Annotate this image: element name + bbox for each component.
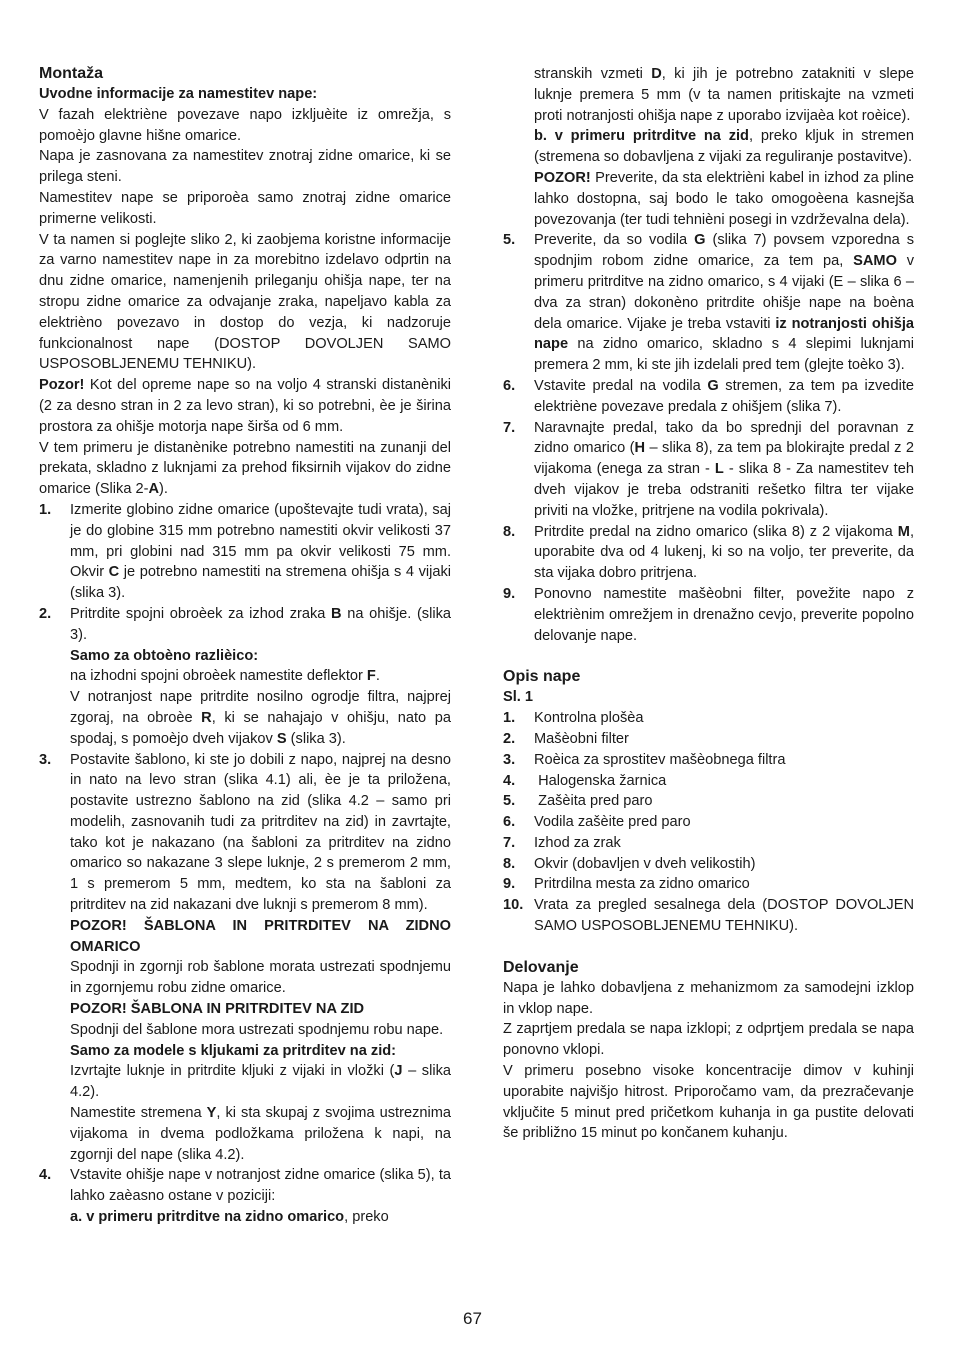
ref-letter: F xyxy=(366,668,376,685)
list-item-text: Okvir (dobavljen v dveh velikostih) xyxy=(534,855,756,872)
step-number: 9. xyxy=(503,585,516,602)
text-run: je potrebno namestiti na stremena ohišja s 4 vijaki (slika 3). xyxy=(70,564,452,602)
text-run: – slika 4.2). xyxy=(70,1063,451,1101)
list-item-number: 9. xyxy=(503,876,516,893)
section-title-opis-nape: Opis nape xyxy=(503,668,581,686)
step-text xyxy=(70,666,451,687)
operation-paragraph: V primeru posebno visoke koncentracije dimov v kuhinji uporabite najvišjo hitrost. Priporočamo vam, da prezračevanje vključite 5 minut pred pričetkom kuhanja in ga pustite delovati še približno 15 minut po končanem kuhanju. xyxy=(503,1063,914,1142)
text-run: , preko xyxy=(344,1209,389,1226)
parts-list xyxy=(503,708,919,937)
warning-heading: POZOR! ŠABLONA IN PRITRDITEV NA ZID xyxy=(70,1001,365,1018)
text-run: stremen, za tem pa izvedite elektriène povezave predala z ohišjem (slika 7). xyxy=(534,377,914,415)
step-number: 6. xyxy=(503,377,516,394)
step-number: 3. xyxy=(39,751,52,768)
text-run: Namestite stremena xyxy=(70,1105,207,1122)
operation-paragraph: Z zaprtjem predala se napa izklopi; z odprtjem predala se napa ponovno vklopi. xyxy=(503,1021,914,1059)
section-title-delovanje: Delovanje xyxy=(503,958,579,976)
emphasis: SAMO xyxy=(853,253,897,270)
list-item-text: Pritrdilna mesta za zidno omarico xyxy=(534,876,750,893)
text-run: , ki jih je potrebno zatakniti v slepe luknje premera 5 mm (v ta namen pritiskajte na vzmeti proti notranjosti ohišja nape z uporabo izvijaèa kot roèice). xyxy=(534,66,914,124)
intro-paragraph: Namestitev nape se priporoèa samo znotraj zidne omarice primerne velikosti. xyxy=(39,189,451,227)
list-item-text: Roèica za sprostitev mašèobnega filtra xyxy=(534,751,786,768)
step-number: 7. xyxy=(503,419,516,436)
emphasis: iz notranjosti ohišja nape xyxy=(534,315,914,353)
intro-subtitle: Uvodne informacije za namestitev nape: xyxy=(39,86,318,102)
ref-letter: R xyxy=(201,709,212,726)
step-number: 5. xyxy=(503,232,516,249)
list-item-number: 5. xyxy=(503,793,516,810)
step-text xyxy=(534,64,914,126)
step-4 xyxy=(39,1165,451,1227)
list-item-number: 1. xyxy=(503,710,516,727)
list-item-text: Mašèobni filter xyxy=(534,730,629,747)
step-text xyxy=(70,604,451,646)
page-number: 67 xyxy=(463,1309,482,1328)
step-text: Vstavite ohišje nape v notranjost zidne omarice (slika 5), ta lahko zaèasno ostane v poziciji: xyxy=(70,1167,451,1205)
list-item xyxy=(503,895,919,937)
text-run: na zidno omarico, skladno s 4 slepimi luknjami premera 2 mm, ki ste jih izdelali pred tem (glejte toèko 3). xyxy=(534,336,914,374)
list-item-number: 2. xyxy=(503,730,516,747)
list-item xyxy=(503,750,914,771)
warning-label: POZOR! xyxy=(534,169,591,186)
intro-paragraph: Napa je zasnovana za namestitev znotraj zidne omarice, ki se prilega steni. xyxy=(39,148,451,186)
figure-ref: Sl. 1 xyxy=(503,689,534,706)
step-text xyxy=(534,126,914,168)
step-text xyxy=(70,1061,451,1103)
option-label: a. v primeru pritrditve na zidno omarico xyxy=(70,1209,345,1226)
text-run: (slika 3). xyxy=(286,730,346,747)
text-run: (slika 7) povsem vzporedna s spodnjim robom zidne omarice, za tem pa, xyxy=(534,232,914,270)
list-item xyxy=(503,791,914,812)
section-title-montaza: Montaža xyxy=(39,65,103,82)
text-run: – slika 8), za tem pa blokirajte predal z 2 vijakoma (enega za stran - xyxy=(534,440,915,478)
text-run: - slika 8 - Za namestitev teh dveh vijakov je treba odstraniti rešetko filtra ter vijake priviti na vložke, pritrjene na vodila pokrivala). xyxy=(534,461,914,519)
operation-paragraph: Napa je lahko dobavljena z mehanizmom za samodejni izklop in vklop nape. xyxy=(503,979,914,1017)
list-item xyxy=(503,812,914,833)
list-item-number: 4. xyxy=(503,772,516,789)
list-item xyxy=(503,854,914,875)
step-text: Spodnji del šablone mora ustrezati spodnjemu robu nape. xyxy=(70,1021,444,1038)
list-item xyxy=(503,729,914,750)
text-run: Preverite, da so vodila xyxy=(534,232,695,249)
text-run: stranskih vzmeti xyxy=(534,66,652,82)
text-run: V notranjost nape pritrdite nosilno ogrodje filtra, najprej zgoraj, na obroèe xyxy=(70,689,451,726)
step-5 xyxy=(503,230,914,376)
list-item-number: 10. xyxy=(503,897,524,914)
step-2 xyxy=(39,604,451,750)
list-item-number: 3. xyxy=(503,751,516,768)
list-item-text: Zašèita pred paro xyxy=(534,793,653,810)
step-6 xyxy=(503,376,914,418)
text-run: , preko kljuk in stremen (stremena so dobavljena z vijaki za reguliranje postavitve). xyxy=(534,128,914,166)
list-item-number: 8. xyxy=(503,855,516,872)
ref-letter: S xyxy=(276,730,287,747)
list-item-text: Izhod za zrak xyxy=(534,834,621,851)
step-text xyxy=(534,168,914,230)
step-number: 4. xyxy=(39,1167,52,1184)
warning-text: Kot del opreme nape so na voljo 4 stranski distanèniki (2 za desno stran in 2 za levo stran), ki so potrebni, èe je širina prostora za ohišje motorja nape širša od 6 mm. xyxy=(39,377,451,435)
step-7 xyxy=(503,418,914,522)
step-number: 8. xyxy=(503,523,516,540)
ref-letter: H xyxy=(634,440,646,457)
ref-letter: C xyxy=(108,564,120,581)
text-run: Vstavite predal na vodila xyxy=(534,377,708,394)
step-text xyxy=(70,1103,451,1165)
step-subtitle: Samo za modele s kljukami za pritrditev na zid: xyxy=(70,1042,397,1059)
step-text xyxy=(70,1207,451,1228)
option-label: b. v primeru pritrditve na zid xyxy=(534,128,749,145)
text-run: na ohišje. (slika 3). xyxy=(70,605,451,643)
step-number: 2. xyxy=(39,605,52,622)
left-column xyxy=(39,64,451,1228)
step-4-continued xyxy=(503,64,914,230)
warning-label: Pozor! xyxy=(39,377,85,394)
intro-paragraph: V fazah elektriène povezave napo izkljuèite iz omrežja, s pomoèjo glavne hišne omarice. xyxy=(39,106,451,144)
ref-letter: J xyxy=(394,1063,403,1080)
intro-paragraph: V ta namen si poglejte sliko 2, ki zaobjema koristne informacije za varno namestitev nape in za morebitno izdelavo odprtin na dnu zidne omarice, namenjenih prileganju ohišja nape, ter na stropu zidne omarice za odvajanje zraka, napeljavo kabla za elektrièno povezavo in dostop do vezja, ki nadzoruje funkcionalnost nape (DOSTOP DOVOLJEN SAMO USPOSOBLJENEMU TEHNIKU). xyxy=(39,231,451,373)
text-run: na izhodni spojni obroèek namestite deflektor xyxy=(70,668,367,685)
ref-letter: Y xyxy=(206,1105,217,1122)
list-item-number: 7. xyxy=(503,834,516,851)
ref-letter: B xyxy=(331,605,342,622)
text-run: , uporabite dva od 4 lukenj, ki so na voljo, ter preverite, da sta vijaka dobro pritrjena. xyxy=(534,523,914,582)
ref-letter: D xyxy=(651,66,662,82)
warning-paragraph xyxy=(39,375,451,437)
list-item-text: Vodila zašèite pred paro xyxy=(534,814,691,831)
text-run: V tem primeru je distanènike potrebno namestiti na zunanji del prekata, skladno z luknjami za prehod fiksirnih vijakov do zidne omarice (Slika 2- xyxy=(39,439,451,498)
step-text: Postavite šablono, ki ste jo dobili z napo, najprej na desno in nato na levo stran (slika 4.1) ali, èe je ta priložena, postavite ustrezno šablono na zid (slika 4.2 – samo pri modelih, zasnovanih tudi za pritrditev na zid) in zavrtajte, tako kot je nakazano (na šabloni za pritrditev na zidno omarico so nakazane 3 slepe luknje, 2 s premerom 2 mm, 1 s premerom 5 mm, medtem, ko sta na šabloni za pritrditev na zid nakazani dve luknji s premerom 8 mm). xyxy=(70,751,451,914)
step-text xyxy=(70,687,451,749)
text-run: , ki sta skupaj z svojima ustreznima vijakoma in dvema podložkama priložena k napi, na zgornji del nape (slika 4.2). xyxy=(70,1105,452,1163)
ref-letter: G xyxy=(694,232,706,249)
text-run: , ki se nahajajo v ohišju, nato pa spodaj, s pomoèjo dveh vijakov xyxy=(70,709,451,747)
text-run: Pritrdite spojni obroèek za izhod zraka xyxy=(70,605,332,622)
warning-heading: POZOR! ŠABLONA IN PRITRDITEV NA ZIDNO OMARICO xyxy=(70,917,451,955)
list-item-number: 6. xyxy=(503,814,516,831)
step-text: Spodnji in zgornji rob šablone morata ustrezati spodnjemu in zgornjemu robu zidne omarice. xyxy=(70,959,451,997)
list-item xyxy=(503,874,914,895)
list-item-text: Halogenska žarnica xyxy=(534,772,667,789)
text-run: Preverite, da sta elektrièni kabel in izhod za pline lahko dostopna, saj bodo le tako omogoèena kasnejša povezovanja (ter tudi tehnièni posegi in vzdrževalna dela). xyxy=(534,169,914,228)
step-3 xyxy=(39,750,451,1166)
text-run: Ponovno namestite mašèobni filter, povežite napo z elektriènim omrežjem in drenažno cevjo, preverite popolno delovanje nape. xyxy=(534,585,914,644)
list-item xyxy=(503,708,914,729)
text-run: v primeru pritrditve na zidno omarico, s 4 vijaki (E – slika 6 – dva za stran) dokonèno pritrdite ohišje nape na boèna dela omarice. Vijake je treba vstaviti xyxy=(534,253,915,332)
step-8 xyxy=(503,522,914,584)
text-run: . xyxy=(375,668,380,685)
ref-letter: G xyxy=(707,377,719,394)
step-subtitle: Samo za obtoèno razlièico: xyxy=(70,647,259,664)
text-run: Naravnajte predal, tako da bo sprednji del poravnan z zidno omarico ( xyxy=(534,419,914,457)
ref-letter: M xyxy=(897,523,910,540)
list-item-text: Kontrolna plošèa xyxy=(534,710,644,727)
text-run: Izmerite globino zidne omarice (upoštevajte tudi vrata), saj je do globine 315 mm potrebno namestiti okvir velikosti 37 mm, pri globini nad 315 mm pa okvir velikosti 75 mm. Okvir xyxy=(70,501,451,581)
list-item xyxy=(503,771,914,792)
list-item xyxy=(503,833,914,854)
right-column xyxy=(503,64,919,1144)
list-item-text: Vrata za pregled sesalnega dela (DOSTOP DOVOLJEN SAMO USPOSOBLJENEMU TEHNIKU). xyxy=(534,897,919,935)
text-run: ). xyxy=(159,481,168,498)
step-1 xyxy=(39,500,451,604)
ref-letter: L xyxy=(714,461,724,478)
step-number: 1. xyxy=(39,501,52,518)
text-run: Izvrtajte luknje in pritrdite kljuki z vijaki in vložki ( xyxy=(70,1063,395,1080)
text-run: Pritrdite predal na zidno omarico (slika 8) z 2 vijakoma xyxy=(534,523,898,540)
intro-paragraph xyxy=(39,438,451,500)
ref-letter: A xyxy=(148,481,160,498)
step-9 xyxy=(503,584,914,646)
